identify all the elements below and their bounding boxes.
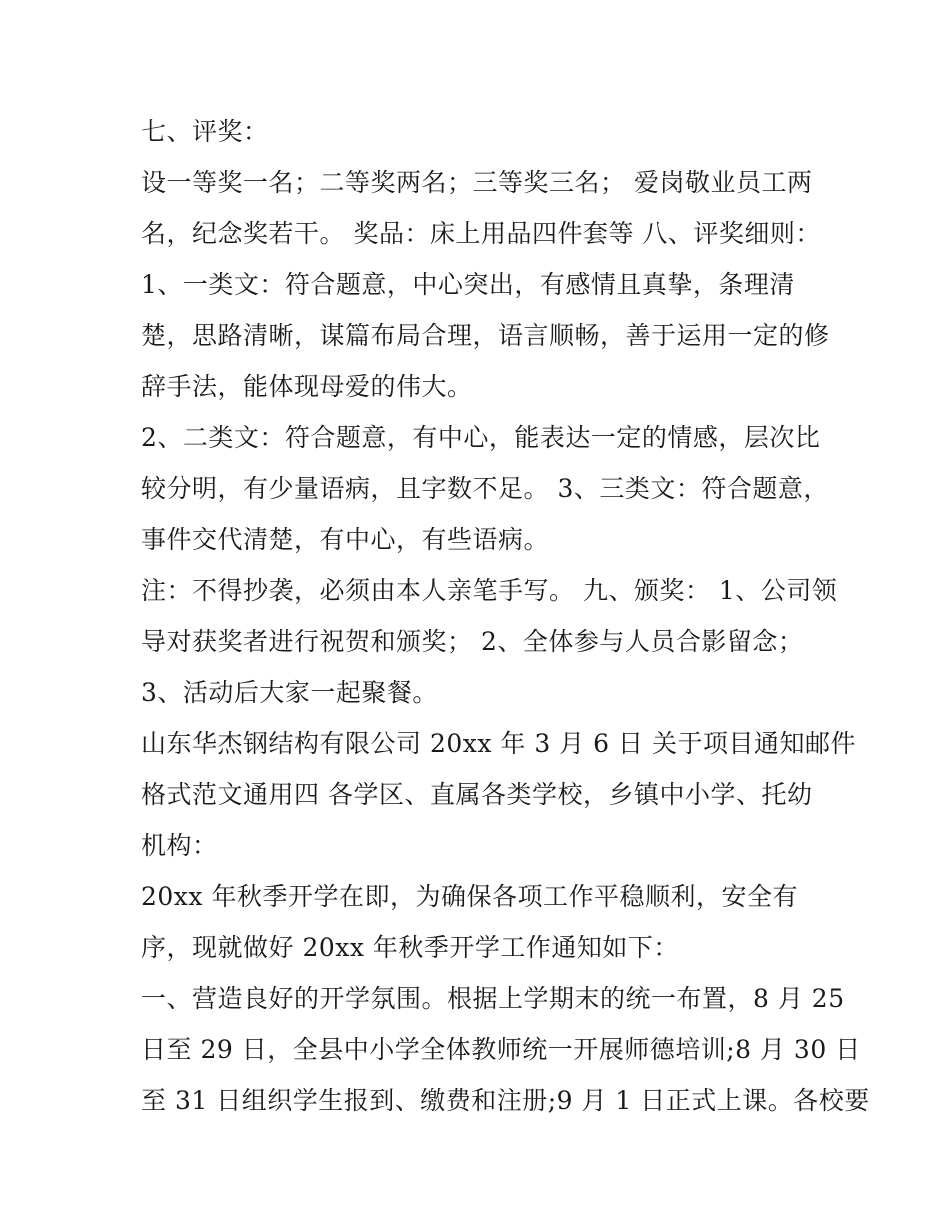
- text-line: 名，纪念奖若干。 奖品：床上用品四件套等 八、评奖细则：: [141, 219, 821, 248]
- text-line: 3、活动后大家一起聚餐。: [141, 678, 438, 707]
- text-line: 七、评奖：: [141, 117, 269, 146]
- text-line: 楚，思路清晰，谋篇布局合理，语言顺畅，善于运用一定的修: [141, 321, 830, 350]
- text-line: 较分明，有少量语病，且字数不足。 3、三类文：符合题意，: [141, 474, 829, 503]
- text-line: 一、营造良好的开学氛围。根据上学期末的统一布置，8 月 25: [141, 984, 845, 1013]
- document-body: [141, 106, 870, 1126]
- text-line: 日至 29 日，全县中小学全体教师统一开展师德培训;8 月 30 日: [141, 1035, 861, 1064]
- text-line: 设一等奖一名；二等奖两名；三等奖三名； 爱岗敬业员工两: [141, 168, 813, 197]
- text-line: 20xx 年秋季开学在即，为确保各项工作平稳顺利，安全有: [141, 882, 798, 911]
- text-line: 导对获奖者进行祝贺和颁奖； 2、全体参与人员合影留念；: [141, 627, 804, 656]
- text-line: 序，现就做好 20xx 年秋季开学工作通知如下：: [141, 933, 679, 962]
- text-line: 2、二类文：符合题意，有中心，能表达一定的情感，层次比: [141, 423, 821, 452]
- text-line: 1、一类文：符合题意，中心突出，有感情且真挚，条理清: [141, 270, 795, 299]
- text-line: 格式范文通用四 各学区、直属各类学校，乡镇中小学、托幼: [141, 780, 813, 809]
- text-line: 机构：: [141, 831, 218, 860]
- text-line: 山东华杰钢结构有限公司 20xx 年 3 月 6 日 关于项目通知邮件: [141, 729, 856, 758]
- text-line: 注：不得抄袭，必须由本人亲笔手写。 九、颁奖： 1、公司领: [141, 576, 838, 605]
- text-line: 辞手法，能体现母爱的伟大。: [141, 372, 473, 401]
- text-line: 事件交代清楚，有中心，有些语病。: [141, 525, 550, 554]
- text-line: 至 31 日组织学生报到、缴费和注册;9 月 1 日正式上课。各校要: [141, 1086, 870, 1115]
